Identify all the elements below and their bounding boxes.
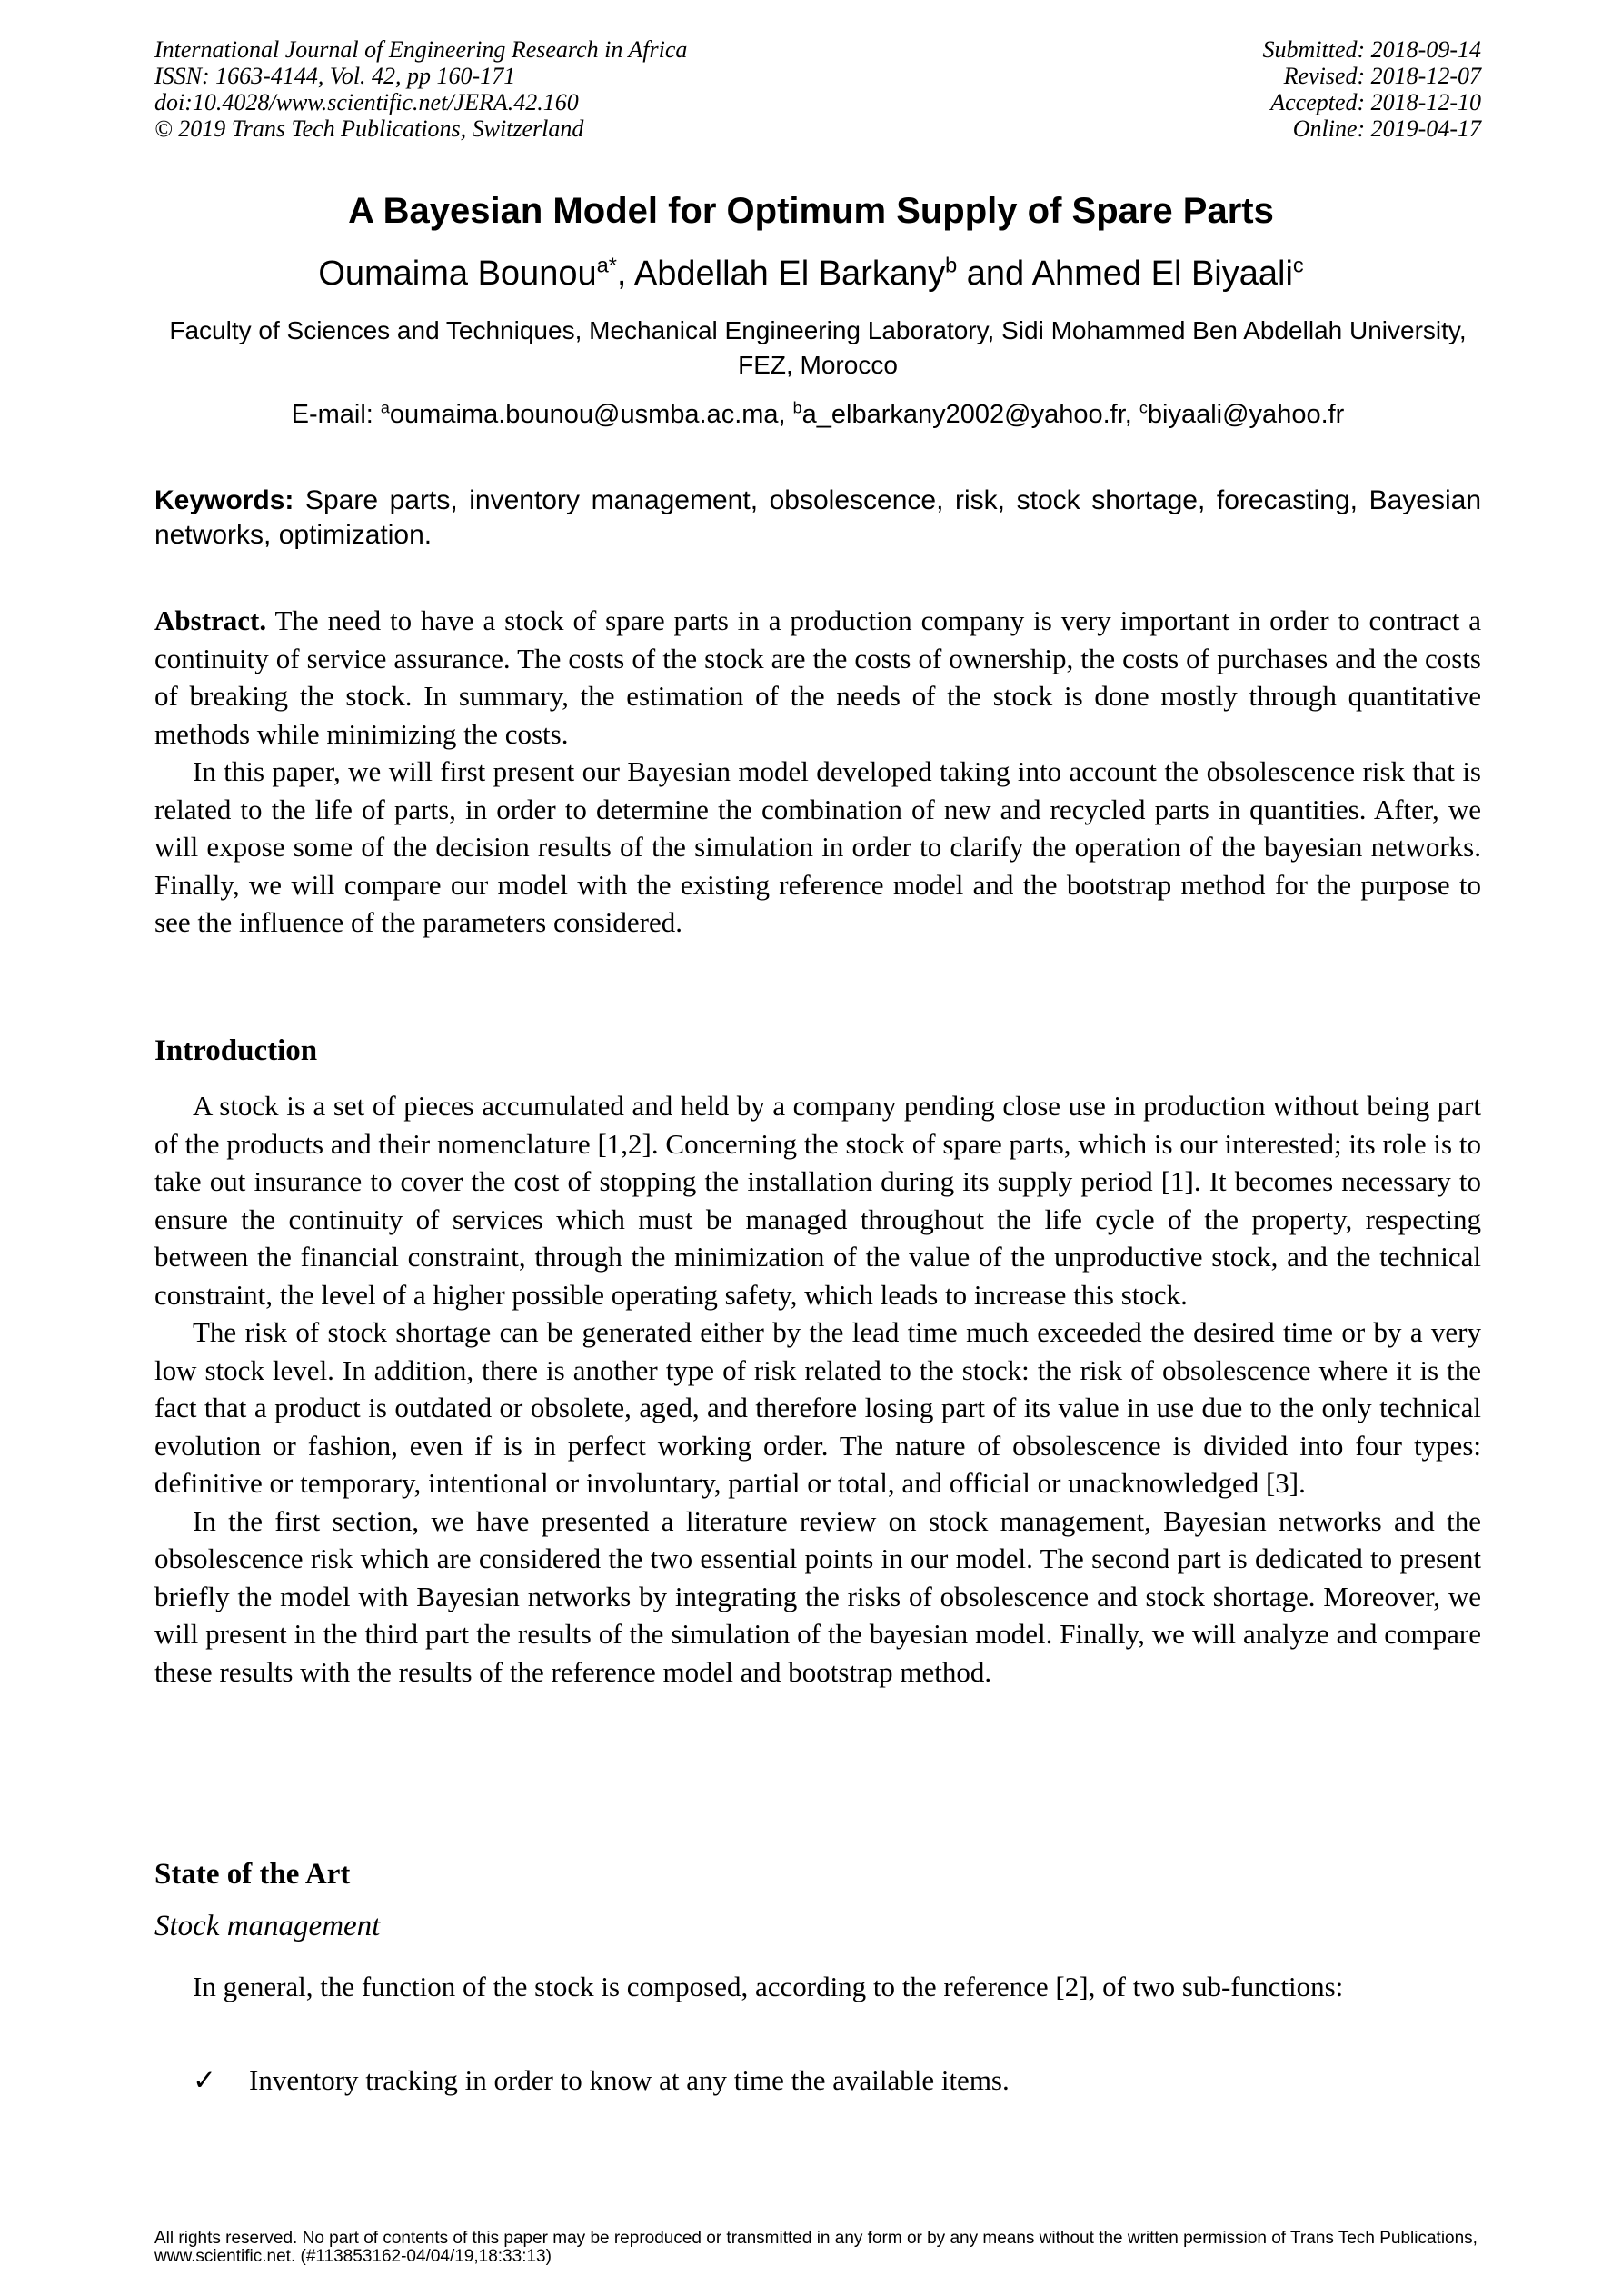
email-b-marker: b	[792, 398, 802, 417]
abstract-paragraph-2: In this paper, we will first present our Bayesian model developed taking into account the obsolescence risk that is related to the life of parts, in order to determine the combination of new and recycled parts in quantities. After, we will expose some of the decision results of the simulation in order to clarify the operation of the bayesian networks. Finally, we will compare our model with the existing reference model and the bootstrap method for the purpose to see the influence of the parameters considered.	[154, 755, 1481, 938]
keywords-text: Spare parts, inventory management, obsolescence, risk, stock shortage, forecasting, Bayesian networks, optimization.	[154, 485, 1481, 550]
abstract-text: The need to have a stock of spare parts in a production company is very important in order to contract a continuity of service assurance. The costs of the stock are the costs of ownership, the costs of purchases and the costs of breaking the stock. In summary, the estimation of the needs of the stock is done mostly through quantitative methods while minimizing the costs.	[154, 604, 1481, 750]
email-prefix: E-mail:	[291, 400, 381, 429]
abstract	[154, 602, 1481, 942]
journal-info	[154, 36, 687, 142]
affiliation: Faculty of Sciences and Techniques, Mechanical Engineering Laboratory, Sidi Mohammed Ben Abdellah University, FEZ, Morocco	[169, 316, 1467, 379]
journal-doi: doi:10.4028/www.scientific.net/JERA.42.160	[154, 89, 579, 115]
author-2-affil: b	[945, 253, 958, 277]
date-submitted: Submitted: 2018-09-14	[1262, 36, 1481, 63]
author-3: Ahmed El Biyaali	[1031, 255, 1293, 293]
journal-name: International Journal of Engineering Research in Africa	[154, 36, 688, 63]
journal-header	[154, 36, 1481, 142]
intro-paragraph-3: In the first section, we have presented a literature review on stock management, Bayesian networks and the obsolescence risk which are considered the two essential points in our model. The second part is dedicated to present briefly the model with Bayesian networks by integrating the risks of obsolescence and stock shortage. Moreover, we will present in the third part the results of the simulation of the bayesian model. Finally, we will analyze and compare these results with the results of the reference model and bootstrap method.	[154, 1504, 1481, 1688]
email-separator: ,	[778, 400, 793, 429]
date-revised: Revised: 2018-12-07	[1283, 63, 1481, 89]
journal-issn: ISSN: 1663-4144, Vol. 42, pp 160-171	[154, 63, 516, 89]
author-list	[0, 255, 1622, 294]
email-c-link[interactable]: biyaali@yahoo.fr	[1147, 400, 1345, 429]
intro-paragraph-2: The risk of stock shortage can be generated either by the lead time much exceeded the desired time or by a very low stock level. In addition, there is another type of risk related to the stock: the risk of obsolescence where it is the fact that a product is outdated or obsolete, aged, and therefore losing part of its value in use due to the only technical evolution or fashion, even if is in perfect working order. The nature of obsolescence is divided into four types: definitive or temporary, intentional or involuntary, partial or total, and official or unacknowledged [3].	[154, 1316, 1481, 1499]
email-a-marker: a	[380, 398, 390, 417]
keywords-label: Keywords:	[154, 485, 294, 515]
stock-management-subheading: Stock management	[154, 1910, 381, 1942]
author-3-affil: c	[1292, 253, 1304, 277]
abstract-paragraph	[154, 602, 1481, 753]
email-line	[154, 400, 1481, 430]
date-online: Online: 2019-04-17	[1292, 115, 1481, 142]
bullet-text: Inventory tracking in order to know at any time the available items.	[249, 2064, 1010, 2096]
check-icon: ✓	[193, 2064, 216, 2096]
introduction-heading: Introduction	[154, 1034, 318, 1067]
author-1-affil: a*	[596, 253, 617, 277]
email-c-marker: c	[1139, 398, 1148, 417]
submission-dates	[1263, 36, 1481, 142]
state-of-art-body	[154, 1968, 1481, 2006]
author-separator: ,	[616, 255, 634, 293]
author-2: Abdellah El Barkany	[633, 255, 946, 293]
keywords	[154, 484, 1481, 553]
copyright-footer: All rights reserved. No part of contents of this paper may be reproduced or transmitted in any form or by any means without the written permission of Trans Tech Publications, www.scientific.net. (#113853162-04/04/19,18:33:13)	[154, 2229, 1478, 2266]
state-of-art-heading: State of the Art	[154, 1858, 351, 1891]
date-accepted: Accepted: 2018-12-10	[1270, 89, 1481, 115]
introduction-body	[154, 1087, 1481, 1691]
bullet-item	[193, 2064, 1010, 2097]
email-separator: ,	[1124, 400, 1139, 429]
author-separator: and	[957, 255, 1032, 293]
email-b-link[interactable]: a_elbarkany2002@yahoo.fr	[801, 400, 1125, 429]
intro-paragraph-1: A stock is a set of pieces accumulated and held by a company pending close use in production without being part of the products and their nomenclature [1,2]. Concerning the stock of spare parts, which is our interested; its role is to take out insurance to cover the cost of stopping the installation during its supply period [1]. It becomes necessary to ensure the continuity of services which must be managed throughout the life cycle of the property, respecting between the financial constraint, through the minimization of the value of the unproductive stock, and the technical constraint, the level of a higher possible operating safety, which leads to increase this stock.	[154, 1090, 1481, 1311]
journal-copyright: © 2019 Trans Tech Publications, Switzerland	[154, 115, 584, 142]
paper-title: A Bayesian Model for Optimum Supply of Spare Parts	[348, 191, 1274, 231]
abstract-label: Abstract.	[154, 604, 267, 636]
email-a-link[interactable]: oumaima.bounou@usmba.ac.ma	[389, 400, 779, 429]
author-1: Oumaima Bounou	[318, 255, 597, 293]
stock-management-paragraph: In general, the function of the stock is composed, according to the reference [2], of two sub-functions:	[193, 1971, 1344, 2002]
